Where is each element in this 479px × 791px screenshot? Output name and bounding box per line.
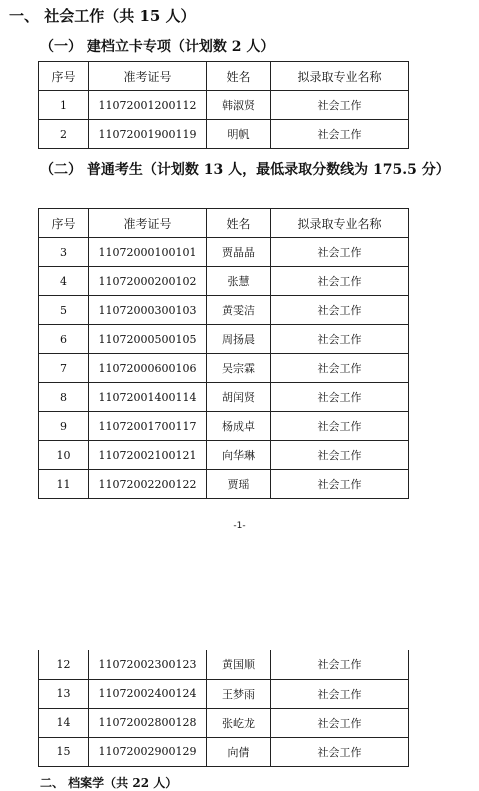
cell-major: 社会工作	[271, 470, 409, 499]
table-row	[39, 296, 409, 325]
header-major: 拟录取专业名称	[271, 62, 409, 91]
cell-exam-id: 11072002900129	[89, 737, 207, 766]
header-name: 姓名	[207, 62, 271, 91]
cell-name: 明帆	[207, 120, 271, 149]
cell-major: 社会工作	[271, 120, 409, 149]
cell-exam-id: 11072001700117	[89, 412, 207, 441]
cell-major: 社会工作	[271, 238, 409, 267]
cell-exam-id: 11072000200102	[89, 267, 207, 296]
cell-major: 社会工作	[271, 296, 409, 325]
cell-exam-id: 11072000300103	[89, 296, 207, 325]
table-row	[39, 441, 409, 470]
page-number: -1-	[233, 521, 246, 531]
next-section-heading-partial: 二、 档案学（共 22 人）	[40, 776, 178, 790]
header-index: 序号	[39, 209, 89, 238]
table-row	[39, 325, 409, 354]
cell-exam-id: 11072002100121	[89, 441, 207, 470]
subsection-title-2: （二） 普通考生（计划数 13 人，最低录取分数线为 175.5 分）	[40, 162, 450, 178]
cell-name: 王梦雨	[207, 679, 271, 708]
table-row	[39, 412, 409, 441]
admission-table-2	[38, 208, 409, 499]
cell-name: 向华琳	[207, 441, 271, 470]
table-row	[39, 354, 409, 383]
cell-index: 12	[39, 650, 89, 679]
header-major: 拟录取专业名称	[271, 209, 409, 238]
cell-name: 黄雯洁	[207, 296, 271, 325]
table-row	[39, 737, 409, 766]
table-row	[39, 238, 409, 267]
cell-exam-id: 11072000100101	[89, 238, 207, 267]
table-row	[39, 267, 409, 296]
cell-major: 社会工作	[271, 679, 409, 708]
cell-major: 社会工作	[271, 383, 409, 412]
cell-exam-id: 11072002800128	[89, 708, 207, 737]
cell-name: 张慧	[207, 267, 271, 296]
cell-index: 7	[39, 354, 89, 383]
table-row	[39, 383, 409, 412]
cell-index: 3	[39, 238, 89, 267]
cell-exam-id: 11072002400124	[89, 679, 207, 708]
cell-major: 社会工作	[271, 354, 409, 383]
cell-index: 4	[39, 267, 89, 296]
cell-index: 6	[39, 325, 89, 354]
header-index: 序号	[39, 62, 89, 91]
cell-exam-id: 11072002300123	[89, 650, 207, 679]
cell-name: 韩淑贤	[207, 91, 271, 120]
subsection-title-1: （一） 建档立卡专项（计划数 2 人）	[40, 39, 275, 55]
cell-name: 吴宗霖	[207, 354, 271, 383]
cell-index: 15	[39, 737, 89, 766]
table-row	[39, 91, 409, 120]
admission-table-2-continued	[38, 650, 409, 767]
cell-exam-id: 11072001400114	[89, 383, 207, 412]
cell-index: 8	[39, 383, 89, 412]
table-row	[39, 679, 409, 708]
section-heading: 一、 社会工作（共 15 人）	[9, 7, 196, 25]
table-header	[39, 209, 409, 238]
cell-index: 14	[39, 708, 89, 737]
cell-index: 1	[39, 91, 89, 120]
table-row	[39, 120, 409, 149]
table-row	[39, 470, 409, 499]
cell-name: 张屹龙	[207, 708, 271, 737]
cell-index: 2	[39, 120, 89, 149]
header-name: 姓名	[207, 209, 271, 238]
cell-name: 贾晶晶	[207, 238, 271, 267]
table-header	[39, 62, 409, 91]
cell-exam-id: 11072002200122	[89, 470, 207, 499]
cell-exam-id: 11072000600106	[89, 354, 207, 383]
table-row	[39, 708, 409, 737]
cell-name: 胡闰贤	[207, 383, 271, 412]
cell-major: 社会工作	[271, 267, 409, 296]
cell-index: 10	[39, 441, 89, 470]
cell-name: 黄国顺	[207, 650, 271, 679]
cell-major: 社会工作	[271, 325, 409, 354]
header-exam-id: 准考证号	[89, 62, 207, 91]
cell-index: 5	[39, 296, 89, 325]
cell-major: 社会工作	[271, 737, 409, 766]
cell-major: 社会工作	[271, 91, 409, 120]
table-row	[39, 650, 409, 679]
cell-index: 9	[39, 412, 89, 441]
cell-name: 贾瑶	[207, 470, 271, 499]
cell-index: 13	[39, 679, 89, 708]
cell-major: 社会工作	[271, 412, 409, 441]
admission-table-1	[38, 61, 409, 149]
cell-major: 社会工作	[271, 708, 409, 737]
cell-major: 社会工作	[271, 650, 409, 679]
cell-exam-id: 11072001900119	[89, 120, 207, 149]
cell-name: 杨成卓	[207, 412, 271, 441]
cell-exam-id: 11072001200112	[89, 91, 207, 120]
header-exam-id: 准考证号	[89, 209, 207, 238]
cell-index: 11	[39, 470, 89, 499]
cell-exam-id: 11072000500105	[89, 325, 207, 354]
cell-major: 社会工作	[271, 441, 409, 470]
cell-name: 向倩	[207, 737, 271, 766]
cell-name: 周扬晨	[207, 325, 271, 354]
